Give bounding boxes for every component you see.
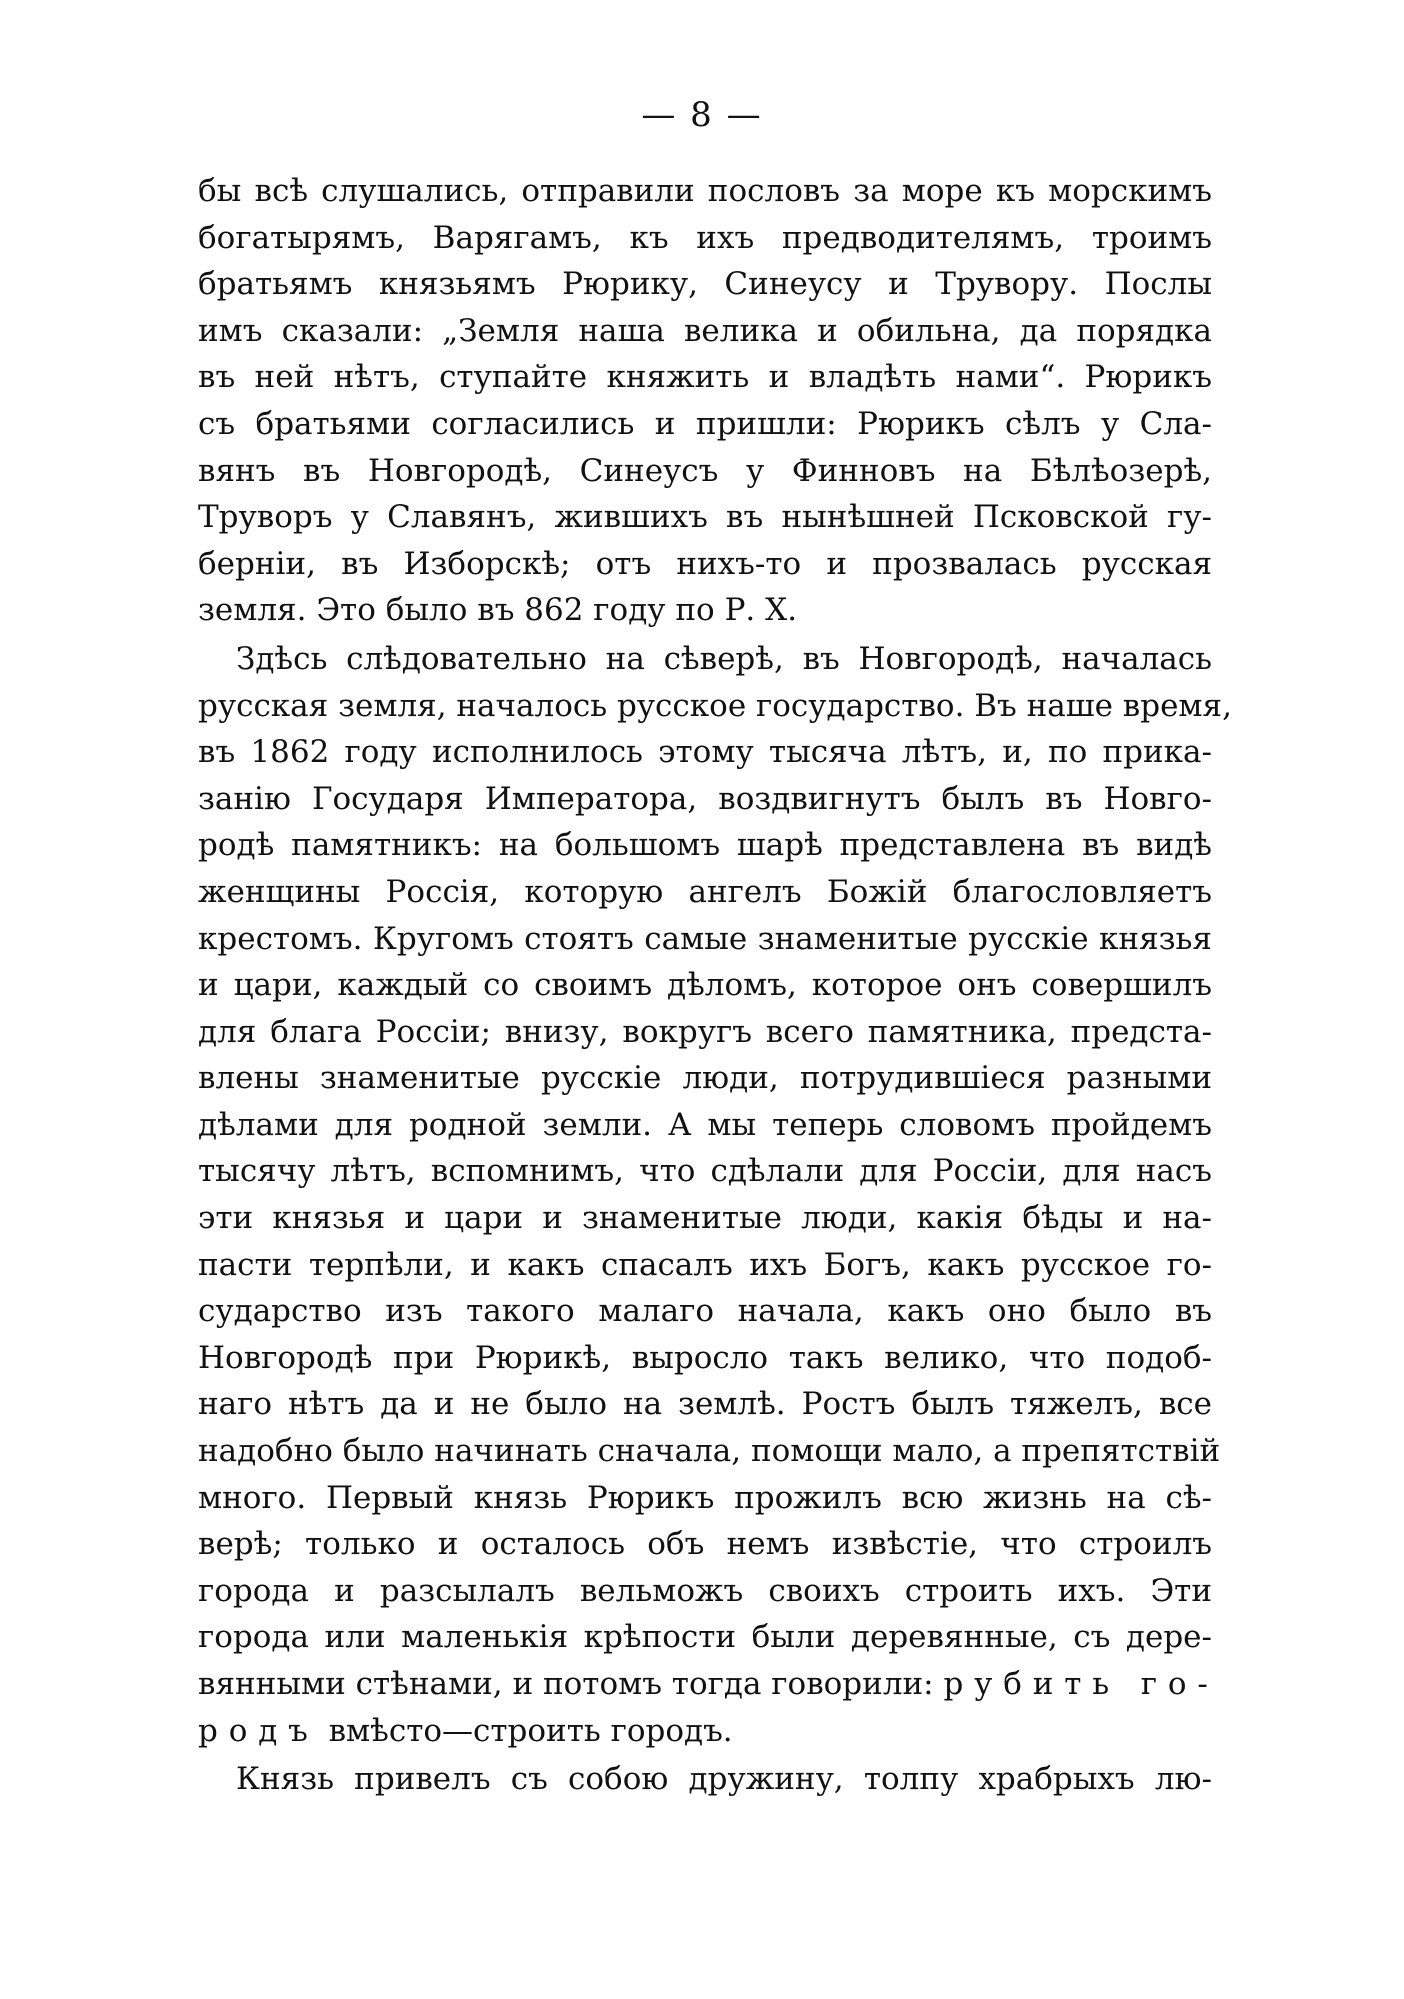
text-line: въ ней нѣтъ, ступайте княжить и владѣть нами“. Рюрикъ xyxy=(198,359,1212,396)
text-line: сударство изъ такого малаго начала, какъ оно было въ xyxy=(198,1293,1212,1330)
text-line: Князь привелъ съ собою дружину, толпу храбрыхъ лю- xyxy=(236,1761,1212,1798)
paragraph-1 xyxy=(198,168,1212,634)
text-line: земля. Это было въ 862 году по Р. Х. xyxy=(198,592,798,629)
text-line: имъ сказали: „Земля наша велика и обильна, да порядка xyxy=(198,312,1212,349)
text-line: наго нѣтъ да и не было на землѣ. Ростъ былъ тяжелъ, все xyxy=(198,1386,1212,1423)
text-line: женщины Россія, которую ангелъ Божій благословляетъ xyxy=(198,873,1212,910)
text-line: занію Государя Императора, воздвигнутъ былъ въ Новго- xyxy=(198,780,1212,817)
paragraph-3 xyxy=(198,1756,1212,1803)
text-line: берніи, въ Изборскѣ; отъ нихъ-то и прозвалась русская xyxy=(198,545,1212,582)
text-line: и цари, каждый со своимъ дѣломъ, которое онъ совершилъ xyxy=(198,967,1212,1004)
text-line: много. Первый князь Рюрикъ прожилъ всю жизнь на сѣ- xyxy=(198,1479,1212,1516)
text-line: съ братьями согласились и пришли: Рюрикъ сѣлъ у Сла- xyxy=(198,405,1212,442)
text-line: дѣлами для родной земли. А мы теперь словомъ пройдемъ xyxy=(198,1106,1212,1143)
text-line: надобно было начинать сначала, помощи мало, а препятствій xyxy=(198,1433,1221,1470)
text-line: влены знаменитые русскіе люди, потрудившіеся разными xyxy=(198,1060,1212,1097)
text-line: русская земля, началось русское государство. Въ наше время, xyxy=(198,687,1232,724)
text-line: братьямъ князьямъ Рюрику, Синеусу и Трувору. Послы xyxy=(198,266,1212,303)
text-line: для блага Россіи; внизу, вокругъ всего памятника, предста- xyxy=(198,1013,1212,1050)
text-line: города или маленькія крѣпости были деревянные, съ дере- xyxy=(198,1619,1212,1656)
text-segment: вмѣсто—строить городъ. xyxy=(328,1712,733,1749)
text-line: Здѣсь слѣдовательно на сѣверѣ, въ Новгородѣ, началась xyxy=(236,640,1212,677)
text-line: въ 1862 году исполнилось этому тысяча лѣтъ, и, по прика- xyxy=(198,734,1212,771)
spaced-emphasis: рубить го- xyxy=(943,1666,1219,1702)
text-line: города и разсылалъ вельможъ своихъ строить ихъ. Эти xyxy=(198,1572,1212,1609)
page-number: — 8 — xyxy=(641,95,763,135)
text-line: пасти терпѣли, и какъ спасалъ ихъ Богъ, какъ русское го- xyxy=(198,1246,1212,1283)
body-text xyxy=(198,168,1232,1803)
text-line-with-spaced-word xyxy=(198,1708,1212,1755)
text-line-with-spaced-word xyxy=(198,1661,1219,1708)
paragraph-2 xyxy=(198,636,1232,1754)
text-segment: вянными стѣнами, и потомъ тогда говорили: xyxy=(198,1666,934,1702)
text-line: богатырямъ, Варягамъ, къ ихъ предводителямъ, троимъ xyxy=(198,219,1212,256)
text-line: бы всѣ слушались, отправили пословъ за море къ морскимъ xyxy=(198,173,1212,209)
text-line: крестомъ. Кругомъ стоятъ самые знаменитые русскіе князья xyxy=(198,920,1212,957)
text-line: родѣ памятникъ: на большомъ шарѣ представлена въ видѣ xyxy=(198,827,1212,864)
text-line: Труворъ у Славянъ, жившихъ въ нынѣшней Псковской гу- xyxy=(198,499,1212,536)
text-line: эти князья и цари и знаменитые люди, какія бѣды и на- xyxy=(198,1200,1212,1237)
spaced-emphasis: родъ xyxy=(198,1712,319,1749)
text-line: Новгородѣ при Рюрикѣ, выросло такъ велико, что подоб- xyxy=(198,1339,1212,1376)
text-line: вянъ въ Новгородѣ, Синеусъ у Финновъ на Бѣлѣозерѣ, xyxy=(198,452,1212,489)
text-line: верѣ; только и осталось объ немъ извѣстіе, что строилъ xyxy=(198,1526,1212,1563)
text-line: тысячу лѣтъ, вспомнимъ, что сдѣлали для Россіи, для насъ xyxy=(198,1153,1212,1190)
